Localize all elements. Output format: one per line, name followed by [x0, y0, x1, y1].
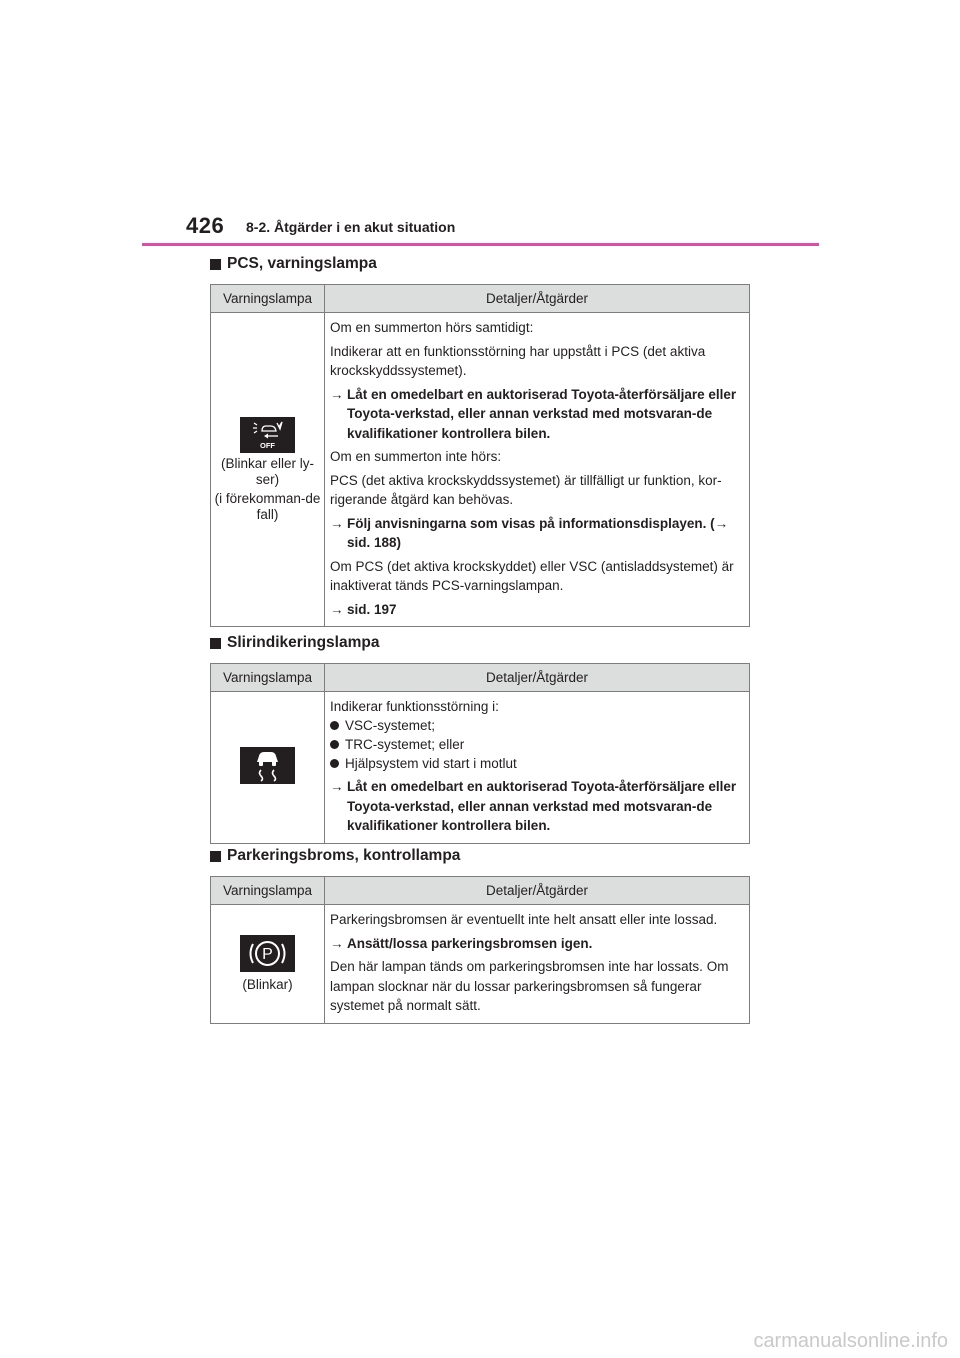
details-cell — [325, 692, 750, 844]
details-cell — [325, 313, 750, 627]
action-text: Följ anvisningarna som visas på informationsdisplayen. (→ sid. 188) — [347, 515, 729, 550]
square-bullet-icon — [210, 638, 221, 649]
list-item — [330, 735, 745, 754]
paragraph: Indikerar funktionsstörning i: — [330, 699, 499, 714]
table-row — [211, 905, 750, 1024]
lamp-cell — [211, 692, 325, 844]
section-title-text: Slirindikeringslampa — [227, 634, 380, 651]
section-title-parking-brake — [210, 847, 460, 865]
lamp-cell — [211, 313, 325, 627]
square-bullet-icon — [210, 851, 221, 862]
column-header-lamp: Varningslampa — [211, 877, 325, 905]
bullet-dot-icon — [330, 759, 339, 768]
paragraph: Om en summerton inte hörs: — [330, 449, 502, 464]
slip-warning-table — [210, 663, 750, 844]
action-item — [330, 777, 745, 836]
arrow-icon: → — [330, 935, 344, 951]
column-header-details: Detaljer/Åtgärder — [325, 285, 750, 313]
watermark: carmanualsonline.info — [753, 1330, 948, 1352]
parking-brake-warning-table — [210, 876, 750, 1024]
section-title-text: Parkeringsbroms, kontrollampa — [227, 847, 461, 864]
list-item — [330, 754, 745, 773]
action-text: sid. 197 — [347, 601, 397, 617]
details-cell — [325, 905, 750, 1024]
action-text: Ansätt/lossa parkeringsbromsen igen. — [347, 935, 593, 951]
action-item — [330, 600, 745, 620]
column-header-lamp: Varningslampa — [211, 664, 325, 692]
parking-icon-letter: P — [262, 946, 273, 963]
arrow-icon: → — [330, 515, 344, 531]
list-item — [330, 716, 745, 735]
list-item-text: Hjälpsystem vid start i motlut — [345, 756, 517, 771]
arrow-icon: → — [330, 386, 344, 402]
list-item-text: TRC-systemet; eller — [345, 737, 465, 752]
square-bullet-icon — [210, 259, 221, 270]
page-number: 426 — [186, 213, 225, 238]
lamp-caption: (i förekomman-de fall) — [214, 491, 321, 522]
list-item-text: VSC-systemet; — [345, 718, 436, 733]
section-title-text: PCS, varningslampa — [227, 255, 377, 272]
column-header-lamp: Varningslampa — [211, 285, 325, 313]
pcs-off-icon — [240, 417, 295, 453]
action-item — [330, 934, 745, 954]
table-header-row — [211, 285, 750, 313]
table-header-row — [211, 877, 750, 905]
column-header-details: Detaljer/Åtgärder — [325, 664, 750, 692]
section-title-pcs — [210, 255, 377, 273]
pcs-warning-table — [210, 284, 750, 627]
header-divider — [142, 243, 819, 246]
table-row — [211, 313, 750, 627]
paragraph: Indikerar att en funktionsstörning har uppstått i PCS (det aktiva krockskyddssystemet). — [330, 343, 706, 378]
arrow-icon: → — [330, 779, 344, 794]
lamp-caption: (Blinkar) — [242, 977, 293, 992]
parking-brake-icon — [240, 935, 295, 972]
action-text: Låt en omedelbart en auktoriserad Toyota-återförsäljare eller Toyota-verkstad, eller annan verkstad med motsvaran-de kvalifikationer kontrollera bilen. — [347, 386, 737, 441]
arrow-icon: → — [330, 601, 344, 617]
bullet-dot-icon — [330, 721, 339, 730]
section-title-slip — [210, 634, 379, 652]
paragraph: Om PCS (det aktiva krockskyddet) eller VSC (antisladdsystemet) är inaktiverat tänds PCS-varningslampan. — [330, 558, 734, 593]
chapter-title: 8-2. Åtgärder i en akut situation — [246, 219, 456, 235]
paragraph: PCS (det aktiva krockskyddssystemet) är tillfälligt ur funktion, kor-rigerande åtgärd kan behövas. — [330, 472, 722, 507]
column-header-details: Detaljer/Åtgärder — [325, 877, 750, 905]
lamp-cell — [211, 905, 325, 1024]
action-text: Låt en omedelbart en auktoriserad Toyota-återförsäljare eller Toyota-verkstad, eller annan verkstad med motsvaran-de kvalifikationer kontrollera bilen. — [347, 779, 737, 833]
paragraph: Den här lampan tänds om parkeringsbromsen inte har lossats. Om lampan slocknar när du lossar parkeringsbromsen så fungerar systemet på normalt sätt. — [330, 959, 729, 1013]
pcs-icon-off-label: OFF — [260, 441, 275, 450]
paragraph: Om en summerton hörs samtidigt: — [330, 320, 534, 335]
paragraph: Parkeringsbromsen är eventuellt inte helt ansatt eller inte lossad. — [330, 912, 718, 927]
table-row — [211, 692, 750, 844]
action-item — [330, 514, 745, 553]
bullet-dot-icon — [330, 740, 339, 749]
lamp-caption: (Blinkar eller ly-ser) — [220, 456, 315, 487]
slip-indicator-icon — [240, 747, 295, 784]
table-header-row — [211, 664, 750, 692]
action-item — [330, 385, 745, 444]
